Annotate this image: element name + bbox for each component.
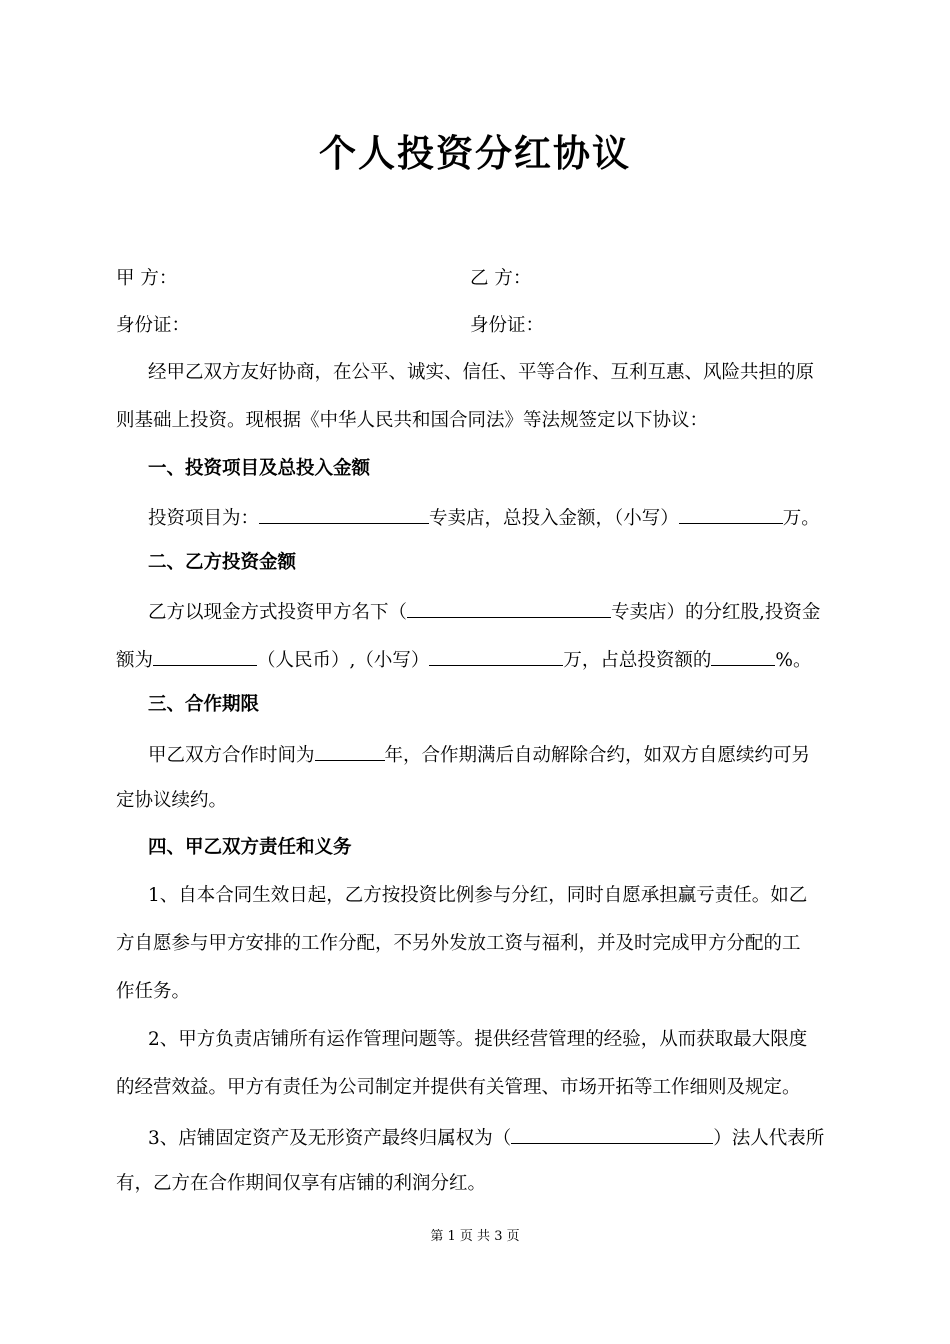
legal-rep-blank <box>511 1121 713 1144</box>
section-1-text-b: 专卖店，总投入金额，（小写） <box>429 508 679 529</box>
id-b-label: 身份证： <box>470 315 545 336</box>
section-2-text-d: （人民币）,（小写） <box>257 650 430 671</box>
percentage-blank <box>711 643 775 666</box>
section-1-paragraph <box>148 501 842 534</box>
section-2-text-b: 专卖店）的分红股,投资金 <box>611 602 821 623</box>
section-3-text-b: 年，合作期满后自动解除合约，如双方自愿续约可另 <box>384 745 811 766</box>
section-2-heading: 二、乙方投资金额 <box>148 552 297 573</box>
clause-3-line-1 <box>148 1121 842 1154</box>
party-a-label: 甲 方： <box>116 268 178 289</box>
section-2-line-2 <box>116 643 842 676</box>
rmb-amount-blank <box>153 643 257 666</box>
clause-1-line-3: 作任务。 <box>116 981 191 1002</box>
section-2-text-e: 万，占总投资额的 <box>563 650 712 671</box>
clause-3-text-b: ）法人代表所 <box>713 1128 825 1149</box>
intro-line-1: 经甲乙双方友好协商，在公平、诚实、信任、平等合作、互利互惠、风险共担的原 <box>148 362 815 383</box>
section-3-line-1 <box>148 738 842 771</box>
section-3-heading: 三、合作期限 <box>148 694 260 715</box>
section-3-line-2: 定协议续约。 <box>116 790 228 811</box>
section-2-line-1 <box>148 595 842 628</box>
document-title: 个人投资分红协议 <box>319 131 631 175</box>
section-2-text-a: 乙方以现金方式投资甲方名下（ <box>148 602 408 623</box>
id-a-label: 身份证： <box>116 315 191 336</box>
store-name-blank <box>407 595 611 618</box>
total-amount-blank <box>679 501 783 524</box>
intro-line-2: 则基础上投资。现根据《中华人民共和国合同法》等法规签定以下协议： <box>116 410 709 431</box>
section-2-text-f: %。 <box>775 650 812 671</box>
clause-2-line-2: 的经营效益。甲方有责任为公司制定并提供有关管理、市场开拓等工作细则及规定。 <box>116 1077 801 1098</box>
clause-2-line-1: 2、甲方负责店铺所有运作管理问题等。提供经营管理的经验，从而获取最大限度 <box>148 1029 808 1050</box>
page-number: 第 1 页 共 3 页 <box>430 1229 520 1244</box>
clause-1-line-2: 方自愿参与甲方安排的工作分配，不另外发放工资与福利，并及时完成甲方分配的工 <box>116 933 801 954</box>
party-b-label: 乙 方： <box>470 268 532 289</box>
project-name-blank <box>259 501 429 524</box>
section-1-text-c: 万。 <box>782 508 820 529</box>
section-3-text-a: 甲乙双方合作时间为 <box>148 745 315 766</box>
section-2-text-c: 额为 <box>116 650 154 671</box>
section-1-heading: 一、投资项目及总投入金额 <box>148 458 371 479</box>
clause-3-text-a: 3、店铺固定资产及无形资产最终归属权为（ <box>148 1128 512 1149</box>
clause-1-line-1: 1、自本合同生效日起，乙方按投资比例参与分红，同时自愿承担赢亏责任。如乙 <box>148 885 808 906</box>
years-blank <box>315 738 385 761</box>
small-amount-blank <box>429 643 563 666</box>
clause-3-line-2: 有，乙方在合作期间仅享有店铺的利润分红。 <box>116 1173 487 1194</box>
section-4-heading: 四、甲乙双方责任和义务 <box>148 837 352 858</box>
section-1-text-a: 投资项目为： <box>148 508 260 529</box>
